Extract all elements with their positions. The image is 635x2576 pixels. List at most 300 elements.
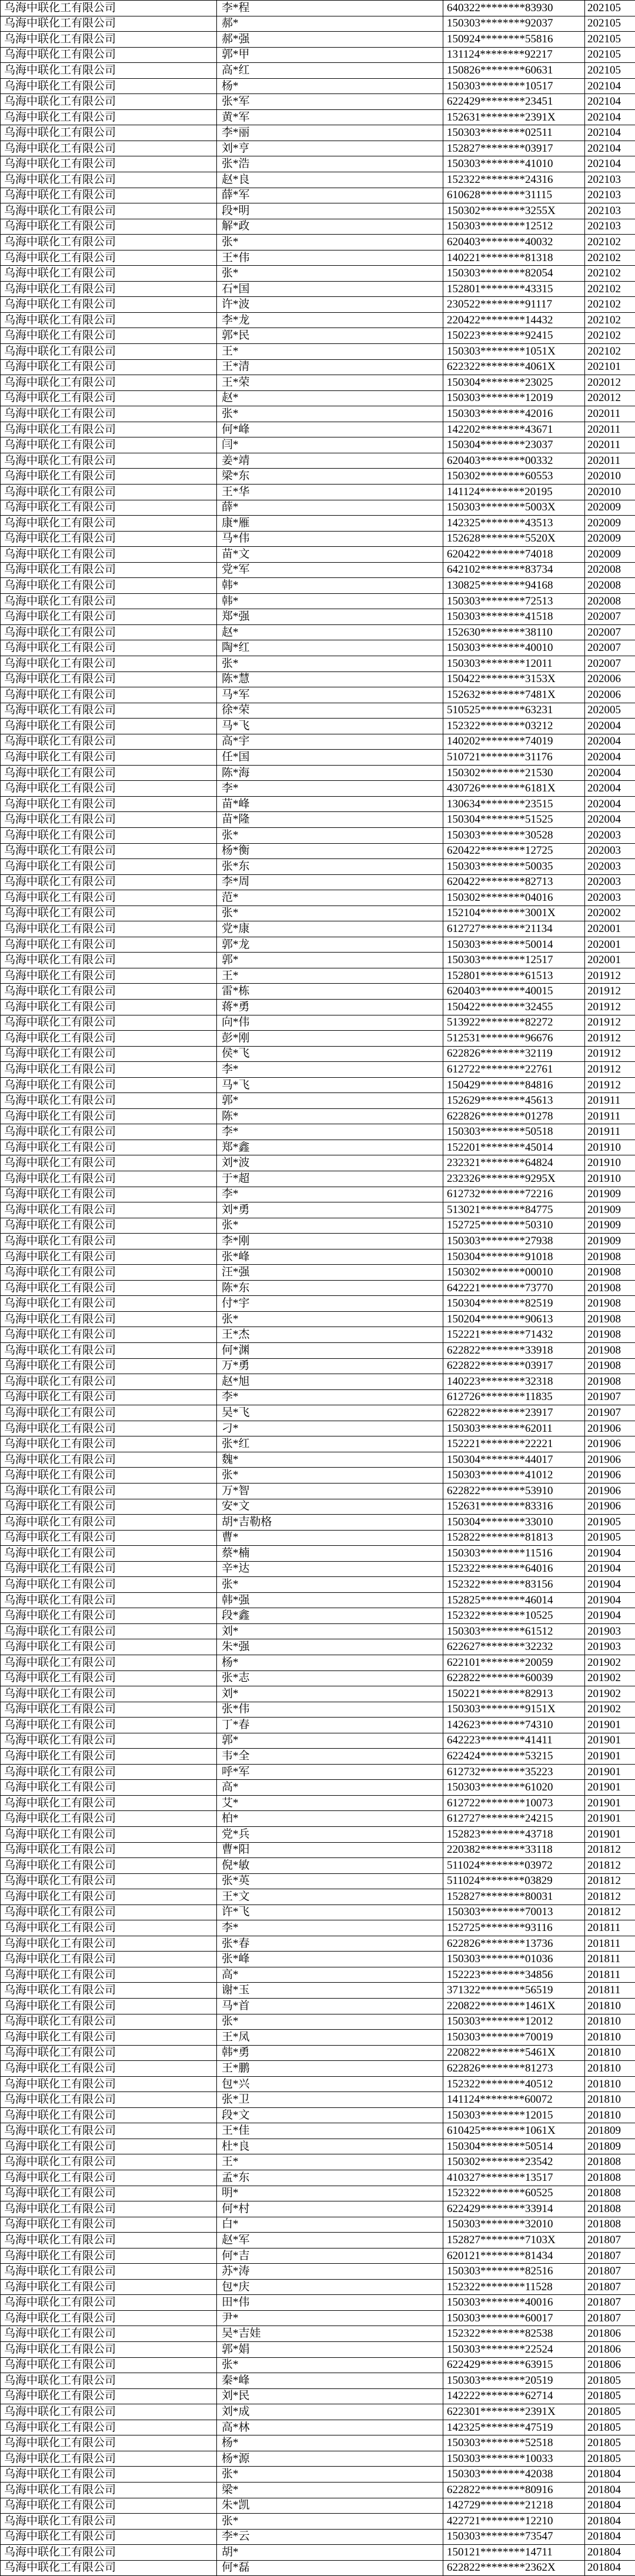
name-cell: 张*: [217, 1218, 443, 1234]
id-number-cell: 152825********46014: [443, 1592, 585, 1608]
id-number-cell: 220422********14432: [443, 312, 585, 328]
name-cell: 张*峰: [217, 1249, 443, 1265]
table-row: [1, 172, 635, 188]
year-month-cell: 201908: [585, 1296, 635, 1312]
name-cell: 段*文: [217, 2107, 443, 2123]
company-cell: 乌海中联化工有限公司: [1, 188, 217, 203]
company-cell: 乌海中联化工有限公司: [1, 266, 217, 282]
company-cell: 乌海中联化工有限公司: [1, 1202, 217, 1218]
table-row: [1, 1530, 635, 1546]
name-cell: 党*军: [217, 562, 443, 578]
company-cell: 乌海中联化工有限公司: [1, 609, 217, 625]
table-row: [1, 1842, 635, 1858]
id-number-cell: 422721********12210: [443, 2514, 585, 2530]
year-month-cell: 202102: [585, 344, 635, 360]
year-month-cell: 202105: [585, 63, 635, 79]
year-month-cell: 202004: [585, 765, 635, 781]
name-cell: 王*荣: [217, 375, 443, 391]
id-number-cell: 152827********80031: [443, 1889, 585, 1905]
year-month-cell: 202004: [585, 750, 635, 766]
name-cell: 李*: [217, 1389, 443, 1405]
table-row: [1, 1811, 635, 1827]
year-month-cell: 201906: [585, 1499, 635, 1515]
year-month-cell: 202103: [585, 188, 635, 203]
id-number-cell: 620422********74018: [443, 547, 585, 563]
table-row: [1, 2545, 635, 2561]
year-month-cell: 201910: [585, 1155, 635, 1171]
id-number-cell: 152827********7103X: [443, 2233, 585, 2248]
table-row: [1, 1623, 635, 1639]
year-month-cell: 201806: [585, 2357, 635, 2373]
year-month-cell: 202003: [585, 874, 635, 890]
year-month-cell: 201807: [585, 2279, 635, 2295]
table-row: [1, 2529, 635, 2545]
name-cell: 曹*阳: [217, 1842, 443, 1858]
table-row: [1, 1999, 635, 2014]
table-row: [1, 266, 635, 282]
company-cell: 乌海中联化工有限公司: [1, 1967, 217, 1983]
table-row: [1, 2451, 635, 2467]
table-row: [1, 1826, 635, 1842]
id-number-cell: 140223********32318: [443, 1374, 585, 1390]
name-cell: 范*: [217, 890, 443, 906]
name-cell: 张*: [217, 1468, 443, 1484]
id-number-cell: 152631********83316: [443, 1499, 585, 1515]
company-cell: 乌海中联化工有限公司: [1, 2233, 217, 2248]
name-cell: 解*政: [217, 219, 443, 235]
id-number-cell: 622301********2391X: [443, 2404, 585, 2420]
company-cell: 乌海中联化工有限公司: [1, 1499, 217, 1515]
name-cell: 张*春: [217, 1936, 443, 1952]
id-number-cell: 150429********84816: [443, 1077, 585, 1093]
year-month-cell: 201902: [585, 1670, 635, 1686]
table-row: [1, 1499, 635, 1515]
table-row: [1, 719, 635, 734]
id-number-cell: 620403********00332: [443, 453, 585, 469]
name-cell: 谢*玉: [217, 1983, 443, 1999]
year-month-cell: 201904: [585, 1546, 635, 1562]
name-cell: 王*清: [217, 359, 443, 375]
company-cell: 乌海中联化工有限公司: [1, 219, 217, 235]
year-month-cell: 201908: [585, 1249, 635, 1265]
year-month-cell: 202011: [585, 437, 635, 453]
year-month-cell: 201806: [585, 2326, 635, 2342]
year-month-cell: 202007: [585, 656, 635, 671]
id-number-cell: 150303********11516: [443, 1546, 585, 1562]
company-cell: 乌海中联化工有限公司: [1, 141, 217, 156]
name-cell: 高*: [217, 1780, 443, 1796]
company-cell: 乌海中联化工有限公司: [1, 1483, 217, 1499]
name-cell: 张*: [217, 2014, 443, 2030]
name-cell: 许*波: [217, 297, 443, 313]
id-number-cell: 622822********53910: [443, 1483, 585, 1499]
name-cell: 李*周: [217, 874, 443, 890]
table-row: [1, 1546, 635, 1562]
id-number-cell: 150303********41518: [443, 609, 585, 625]
company-cell: 乌海中联化工有限公司: [1, 422, 217, 437]
company-cell: 乌海中联化工有限公司: [1, 203, 217, 219]
table-row: [1, 890, 635, 906]
name-cell: 薛*军: [217, 188, 443, 203]
id-number-cell: 622822********03917: [443, 1358, 585, 1374]
name-cell: 张*伟: [217, 1702, 443, 1718]
name-cell: 段*鑫: [217, 1608, 443, 1624]
id-number-cell: 620121********81434: [443, 2248, 585, 2264]
id-number-cell: 150924********55816: [443, 32, 585, 48]
company-cell: 乌海中联化工有限公司: [1, 297, 217, 313]
company-cell: 乌海中联化工有限公司: [1, 1952, 217, 1967]
table-row: [1, 1077, 635, 1093]
id-number-cell: 141124********20195: [443, 484, 585, 500]
id-number-cell: 152822********81813: [443, 1530, 585, 1546]
table-row: [1, 1436, 635, 1452]
table-row: [1, 47, 635, 63]
table-row: [1, 1873, 635, 1889]
id-number-cell: 612727********21134: [443, 921, 585, 937]
id-number-cell: 150303********61512: [443, 1623, 585, 1639]
year-month-cell: 201910: [585, 1171, 635, 1187]
company-cell: 乌海中联化工有限公司: [1, 2435, 217, 2451]
table-row: [1, 1452, 635, 1468]
table-row: [1, 953, 635, 968]
name-cell: 万*勇: [217, 1358, 443, 1374]
table-row: [1, 671, 635, 687]
name-cell: 张*英: [217, 1873, 443, 1889]
table-row: [1, 968, 635, 984]
table-row: [1, 1296, 635, 1312]
company-cell: 乌海中联化工有限公司: [1, 1218, 217, 1234]
name-cell: 郭*: [217, 1733, 443, 1749]
name-cell: 党*兵: [217, 1826, 443, 1842]
year-month-cell: 201804: [585, 2514, 635, 2530]
year-month-cell: 202005: [585, 703, 635, 719]
year-month-cell: 201805: [585, 2451, 635, 2467]
id-number-cell: 141124********60072: [443, 2092, 585, 2108]
table-row: [1, 1421, 635, 1436]
name-cell: 李*云: [217, 2529, 443, 2545]
company-cell: 乌海中联化工有限公司: [1, 1718, 217, 1733]
company-cell: 乌海中联化工有限公司: [1, 1749, 217, 1765]
year-month-cell: 201906: [585, 1436, 635, 1452]
company-cell: 乌海中联化工有限公司: [1, 32, 217, 48]
year-month-cell: 201906: [585, 1468, 635, 1484]
id-number-cell: 152632********7481X: [443, 687, 585, 703]
name-cell: 张*卫: [217, 2092, 443, 2108]
name-cell: 李*: [217, 1062, 443, 1078]
id-number-cell: 150302********23542: [443, 2154, 585, 2170]
table-row: [1, 359, 635, 375]
id-number-cell: 150303********52518: [443, 2435, 585, 2451]
year-month-cell: 201805: [585, 2373, 635, 2389]
name-cell: 明*: [217, 2186, 443, 2201]
year-month-cell: 202003: [585, 843, 635, 859]
table-row: [1, 812, 635, 828]
id-number-cell: 511024********03829: [443, 1873, 585, 1889]
year-month-cell: 202009: [585, 547, 635, 563]
name-cell: 张*: [217, 656, 443, 671]
company-cell: 乌海中联化工有限公司: [1, 750, 217, 766]
year-month-cell: 202001: [585, 953, 635, 968]
year-month-cell: 202009: [585, 531, 635, 547]
table-row: [1, 2123, 635, 2139]
company-cell: 乌海中联化工有限公司: [1, 344, 217, 360]
table-row: [1, 1000, 635, 1015]
company-cell: 乌海中联化工有限公司: [1, 1452, 217, 1468]
year-month-cell: 202006: [585, 687, 635, 703]
name-cell: 李*: [217, 1124, 443, 1140]
table-row: [1, 827, 635, 843]
id-number-cell: 230522********91117: [443, 297, 585, 313]
company-cell: 乌海中联化工有限公司: [1, 1327, 217, 1343]
table-row: [1, 63, 635, 79]
year-month-cell: 202009: [585, 516, 635, 532]
id-number-cell: 142729********21218: [443, 2498, 585, 2514]
name-cell: 陶*红: [217, 640, 443, 656]
id-number-cell: 513021********84775: [443, 1202, 585, 1218]
company-cell: 乌海中联化工有限公司: [1, 94, 217, 110]
name-cell: 王*: [217, 2154, 443, 2170]
name-cell: 高*林: [217, 2420, 443, 2435]
table-row: [1, 390, 635, 406]
id-number-cell: 642102********83734: [443, 562, 585, 578]
table-row: [1, 406, 635, 422]
year-month-cell: 202105: [585, 1, 635, 16]
id-number-cell: 150303********10033: [443, 2451, 585, 2467]
year-month-cell: 202007: [585, 640, 635, 656]
company-cell: 乌海中联化工有限公司: [1, 500, 217, 516]
year-month-cell: 202104: [585, 141, 635, 156]
company-cell: 乌海中联化工有限公司: [1, 2482, 217, 2498]
table-row: [1, 1515, 635, 1531]
year-month-cell: 202011: [585, 422, 635, 437]
id-number-cell: 150303********12012: [443, 2014, 585, 2030]
name-cell: 徐*荣: [217, 703, 443, 719]
id-number-cell: 612726********11835: [443, 1389, 585, 1405]
name-cell: 刘*勇: [217, 1202, 443, 1218]
name-cell: 张*志: [217, 1670, 443, 1686]
year-month-cell: 201901: [585, 1780, 635, 1796]
company-cell: 乌海中联化工有限公司: [1, 703, 217, 719]
year-month-cell: 201804: [585, 2529, 635, 2545]
year-month-cell: 201908: [585, 1265, 635, 1281]
table-row: [1, 1889, 635, 1905]
name-cell: 段*明: [217, 203, 443, 219]
company-cell: 乌海中联化工有限公司: [1, 375, 217, 391]
id-number-cell: 152801********43315: [443, 281, 585, 297]
name-cell: 秦*峰: [217, 2373, 443, 2389]
year-month-cell: 202011: [585, 406, 635, 422]
table-row: [1, 2217, 635, 2233]
id-number-cell: 150303********82054: [443, 266, 585, 282]
year-month-cell: 201805: [585, 2420, 635, 2435]
id-number-cell: 232326********9295X: [443, 1171, 585, 1187]
table-row: [1, 375, 635, 391]
table-row: [1, 1764, 635, 1780]
table-row: [1, 1202, 635, 1218]
name-cell: 郭*民: [217, 328, 443, 344]
name-cell: 张*: [217, 1311, 443, 1327]
id-number-cell: 152221********22221: [443, 1436, 585, 1452]
id-number-cell: 640322********83930: [443, 1, 585, 16]
company-cell: 乌海中联化工有限公司: [1, 1889, 217, 1905]
company-cell: 乌海中联化工有限公司: [1, 1171, 217, 1187]
table-row: [1, 1124, 635, 1140]
year-month-cell: 201912: [585, 1077, 635, 1093]
name-cell: 郑*强: [217, 609, 443, 625]
table-row: [1, 1015, 635, 1031]
company-cell: 乌海中联化工有限公司: [1, 781, 217, 797]
name-cell: 包*兴: [217, 2076, 443, 2092]
table-row: [1, 2342, 635, 2358]
id-number-cell: 150303********12517: [443, 953, 585, 968]
table-row: [1, 1405, 635, 1421]
table-row: [1, 2139, 635, 2154]
id-number-cell: 150304********51525: [443, 812, 585, 828]
name-cell: 张*浩: [217, 156, 443, 172]
company-cell: 乌海中联化工有限公司: [1, 63, 217, 79]
year-month-cell: 202104: [585, 109, 635, 125]
name-cell: 闫*: [217, 437, 443, 453]
year-month-cell: 201904: [585, 1592, 635, 1608]
company-cell: 乌海中联化工有限公司: [1, 1421, 217, 1436]
id-number-cell: 150303********1051X: [443, 344, 585, 360]
year-month-cell: 202004: [585, 781, 635, 797]
name-cell: 苗*峰: [217, 796, 443, 812]
id-number-cell: 622822********2362X: [443, 2560, 585, 2576]
table-row: [1, 1858, 635, 1874]
year-month-cell: 202003: [585, 827, 635, 843]
year-month-cell: 201908: [585, 1343, 635, 1359]
company-cell: 乌海中联化工有限公司: [1, 1015, 217, 1031]
name-cell: 李*: [217, 1920, 443, 1936]
company-cell: 乌海中联化工有限公司: [1, 484, 217, 500]
id-number-cell: 150302********21530: [443, 765, 585, 781]
name-cell: 王*华: [217, 484, 443, 500]
id-number-cell: 140221********81318: [443, 250, 585, 266]
company-cell: 乌海中联化工有限公司: [1, 656, 217, 671]
name-cell: 向*伟: [217, 1015, 443, 1031]
company-cell: 乌海中联化工有限公司: [1, 1858, 217, 1874]
company-cell: 乌海中联化工有限公司: [1, 172, 217, 188]
name-cell: 梁*东: [217, 469, 443, 485]
id-number-cell: 410327********13517: [443, 2170, 585, 2186]
table-row: [1, 1265, 635, 1281]
company-cell: 乌海中联化工有限公司: [1, 1780, 217, 1796]
company-cell: 乌海中联化工有限公司: [1, 406, 217, 422]
name-cell: 艾*: [217, 1795, 443, 1811]
table-row: [1, 2279, 635, 2295]
id-number-cell: 152629********45613: [443, 1093, 585, 1109]
table-row: [1, 1343, 635, 1359]
company-cell: 乌海中联化工有限公司: [1, 812, 217, 828]
year-month-cell: 202003: [585, 890, 635, 906]
name-cell: 赵*: [217, 624, 443, 640]
company-cell: 乌海中联化工有限公司: [1, 1405, 217, 1421]
id-number-cell: 152104********3001X: [443, 906, 585, 921]
year-month-cell: 201812: [585, 1858, 635, 1874]
id-number-cell: 150304********23025: [443, 375, 585, 391]
year-month-cell: 201906: [585, 1452, 635, 1468]
company-cell: 乌海中联化工有限公司: [1, 1468, 217, 1484]
table-row: [1, 2061, 635, 2077]
table-row: [1, 2201, 635, 2217]
id-number-cell: 610425********1061X: [443, 2123, 585, 2139]
name-cell: 张*: [217, 2357, 443, 2373]
year-month-cell: 201909: [585, 1187, 635, 1202]
name-cell: 朱*强: [217, 1639, 443, 1655]
id-number-cell: 152631********2391X: [443, 109, 585, 125]
company-cell: 乌海中联化工有限公司: [1, 2154, 217, 2170]
company-cell: 乌海中联化工有限公司: [1, 2248, 217, 2264]
name-cell: 汪*强: [217, 1265, 443, 1281]
year-month-cell: 201906: [585, 1483, 635, 1499]
year-month-cell: 201902: [585, 1655, 635, 1670]
table-row: [1, 734, 635, 750]
table-row: [1, 344, 635, 360]
id-number-cell: 620422********12725: [443, 843, 585, 859]
company-cell: 乌海中联化工有限公司: [1, 1000, 217, 1015]
table-row: [1, 2498, 635, 2514]
table-row: [1, 2264, 635, 2280]
id-number-cell: 622822********33918: [443, 1343, 585, 1359]
name-cell: 胡*: [217, 2545, 443, 2561]
table-row: [1, 906, 635, 921]
id-number-cell: 513922********82272: [443, 1015, 585, 1031]
id-number-cell: 150303********12019: [443, 390, 585, 406]
name-cell: 张*: [217, 2514, 443, 2530]
year-month-cell: 201909: [585, 1218, 635, 1234]
company-cell: 乌海中联化工有限公司: [1, 1358, 217, 1374]
table-row: [1, 1952, 635, 1967]
table-row: [1, 1983, 635, 1999]
name-cell: 姜*靖: [217, 453, 443, 469]
name-cell: 侯*飞: [217, 1046, 443, 1062]
table-row: [1, 562, 635, 578]
table-row: [1, 1140, 635, 1155]
year-month-cell: 202104: [585, 94, 635, 110]
table-row: [1, 1108, 635, 1124]
id-number-cell: 150303********02511: [443, 125, 585, 141]
id-number-cell: 150303********12015: [443, 2107, 585, 2123]
year-month-cell: 202102: [585, 281, 635, 297]
id-number-cell: 150304********44017: [443, 1452, 585, 1468]
year-month-cell: 201807: [585, 2295, 635, 2311]
id-number-cell: 150303********22524: [443, 2342, 585, 2358]
id-number-cell: 142222********62714: [443, 2388, 585, 2404]
table-row: [1, 141, 635, 156]
year-month-cell: 201805: [585, 2388, 635, 2404]
id-number-cell: 131124********92217: [443, 47, 585, 63]
company-cell: 乌海中联化工有限公司: [1, 1670, 217, 1686]
year-month-cell: 202102: [585, 312, 635, 328]
company-cell: 乌海中联化工有限公司: [1, 1062, 217, 1078]
id-number-cell: 622429********23451: [443, 94, 585, 110]
table-row: [1, 1670, 635, 1686]
year-month-cell: 201911: [585, 1093, 635, 1109]
table-row: [1, 2014, 635, 2030]
company-cell: 乌海中联化工有限公司: [1, 2310, 217, 2326]
name-cell: 王*伟: [217, 250, 443, 266]
table-row: [1, 2467, 635, 2483]
year-month-cell: 202104: [585, 156, 635, 172]
table-row: [1, 1062, 635, 1078]
company-cell: 乌海中联化工有限公司: [1, 890, 217, 906]
year-month-cell: 202002: [585, 906, 635, 921]
id-number-cell: 642221********73770: [443, 1280, 585, 1296]
table-row: [1, 2170, 635, 2186]
company-cell: 乌海中联化工有限公司: [1, 2139, 217, 2154]
company-cell: 乌海中联化工有限公司: [1, 1999, 217, 2014]
